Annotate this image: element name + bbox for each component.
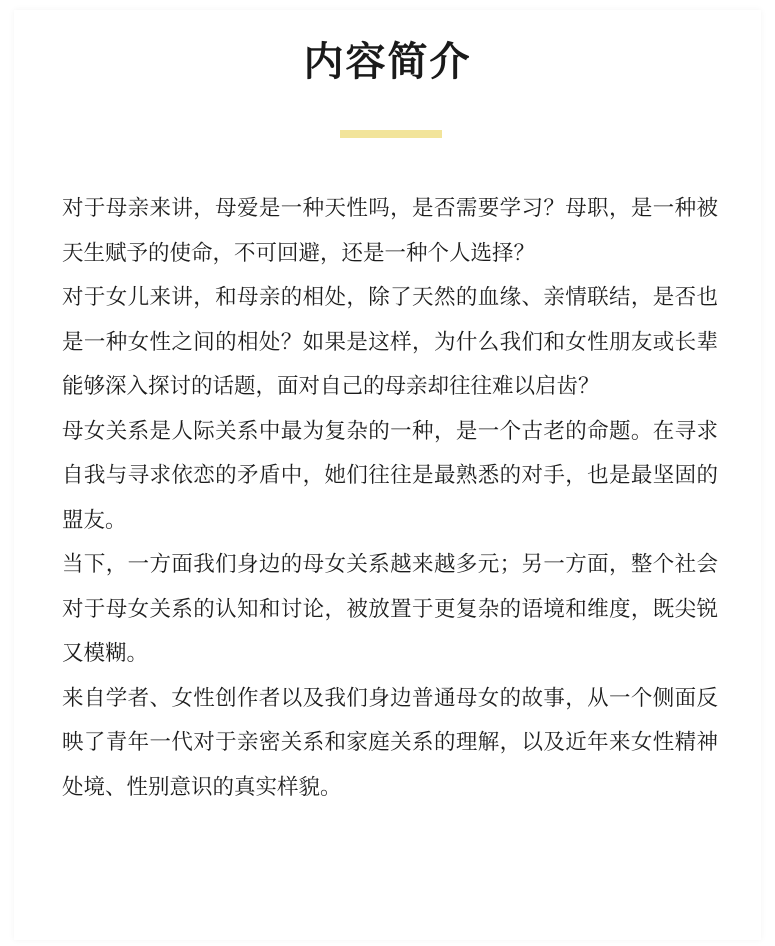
paragraph-3: 母女关系是人际关系中最为复杂的一种，是一个古老的命题。在寻求自我与寻求依恋的矛盾中，她们往往是最熟悉的对手，也是最坚固的盟友。	[62, 418, 718, 533]
paragraph-4: 当下，一方面我们身边的母女关系越来越多元；另一方面，整个社会对于母女关系的认知和讨论，被放置于更复杂的语境和维度，既尖锐又模糊。	[62, 552, 718, 666]
page-title: 内容简介	[303, 39, 472, 85]
intro-text	[62, 187, 718, 810]
title-underline-bar	[340, 130, 442, 138]
paragraph-2: 对于女儿来讲，和母亲的相处，除了天然的血缘、亲情联结，是否也是一种女性之间的相处？如果是这样，为什么我们和女性朋友或长辈能够深入探讨的话题，面对自己的母亲却往往难以启齿？	[62, 285, 718, 399]
paragraph-5: 来自学者、女性创作者以及我们身边普通母女的故事，从一个侧面反映了青年一代对于亲密关系和家庭关系的理解，以及近年来女性精神处境、性别意识的真实样貌。	[62, 685, 718, 800]
paragraph-1: 对于母亲来讲，母爱是一种天性吗，是否需要学习？母职，是一种被天生赋予的使命，不可回避，还是一种个人选择？	[62, 196, 718, 266]
